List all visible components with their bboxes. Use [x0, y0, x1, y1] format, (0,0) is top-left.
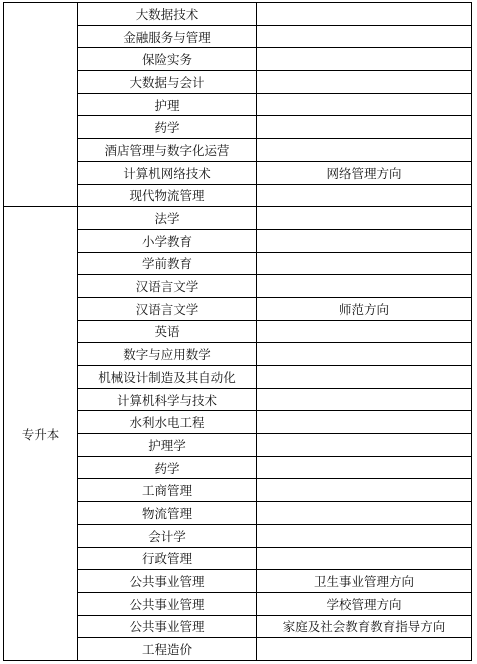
- major-cell: 公共事业管理: [78, 615, 257, 638]
- direction-cell: [257, 252, 472, 275]
- direction-cell: [257, 229, 472, 252]
- direction-cell: [257, 320, 472, 343]
- major-cell: 学前教育: [78, 252, 257, 275]
- direction-cell: [257, 48, 472, 71]
- major-cell: 护理: [78, 93, 257, 116]
- major-cell: 公共事业管理: [78, 570, 257, 593]
- major-cell: 工程造价: [78, 638, 257, 661]
- major-cell: 机械设计制造及其自动化: [78, 366, 257, 389]
- direction-cell: [257, 434, 472, 457]
- major-cell: 大数据技术: [78, 3, 257, 26]
- major-cell: 计算机网络技术: [78, 161, 257, 184]
- major-cell: 药学: [78, 116, 257, 139]
- majors-table: [3, 2, 472, 661]
- direction-cell: [257, 207, 472, 230]
- direction-cell: [257, 388, 472, 411]
- direction-cell: 卫生事业管理方向: [257, 570, 472, 593]
- major-cell: 大数据与会计: [78, 71, 257, 94]
- major-cell: 汉语言文学: [78, 275, 257, 298]
- major-cell: 汉语言文学: [78, 297, 257, 320]
- major-cell: 计算机科学与技术: [78, 388, 257, 411]
- direction-cell: [257, 184, 472, 207]
- major-cell: 公共事业管理: [78, 592, 257, 615]
- direction-cell: 学校管理方向: [257, 592, 472, 615]
- direction-cell: [257, 547, 472, 570]
- direction-cell: [257, 139, 472, 162]
- major-cell: 保险实务: [78, 48, 257, 71]
- major-cell: 英语: [78, 320, 257, 343]
- major-cell: 数字与应用数学: [78, 343, 257, 366]
- direction-cell: [257, 456, 472, 479]
- direction-cell: 师范方向: [257, 297, 472, 320]
- majors-table-body: [4, 3, 472, 661]
- direction-cell: 网络管理方向: [257, 161, 472, 184]
- major-cell: 法学: [78, 207, 257, 230]
- table-row: [4, 3, 472, 26]
- major-cell: 现代物流管理: [78, 184, 257, 207]
- major-cell: 药学: [78, 456, 257, 479]
- major-cell: 行政管理: [78, 547, 257, 570]
- major-cell: 金融服务与管理: [78, 25, 257, 48]
- major-cell: 工商管理: [78, 479, 257, 502]
- major-cell: 会计学: [78, 524, 257, 547]
- direction-cell: [257, 343, 472, 366]
- direction-cell: [257, 366, 472, 389]
- direction-cell: [257, 275, 472, 298]
- direction-cell: [257, 25, 472, 48]
- major-cell: 物流管理: [78, 502, 257, 525]
- direction-cell: [257, 411, 472, 434]
- major-cell: 小学教育: [78, 229, 257, 252]
- direction-cell: [257, 3, 472, 26]
- direction-cell: 家庭及社会教育教育指导方向: [257, 615, 472, 638]
- major-cell: 水利水电工程: [78, 411, 257, 434]
- level-cell: 专升本: [4, 207, 78, 661]
- direction-cell: [257, 524, 472, 547]
- direction-cell: [257, 479, 472, 502]
- table-row: [4, 207, 472, 230]
- direction-cell: [257, 71, 472, 94]
- direction-cell: [257, 502, 472, 525]
- major-cell: 护理学: [78, 434, 257, 457]
- direction-cell: [257, 93, 472, 116]
- level-cell: [4, 3, 78, 207]
- major-cell: 酒店管理与数字化运营: [78, 139, 257, 162]
- direction-cell: [257, 638, 472, 661]
- direction-cell: [257, 116, 472, 139]
